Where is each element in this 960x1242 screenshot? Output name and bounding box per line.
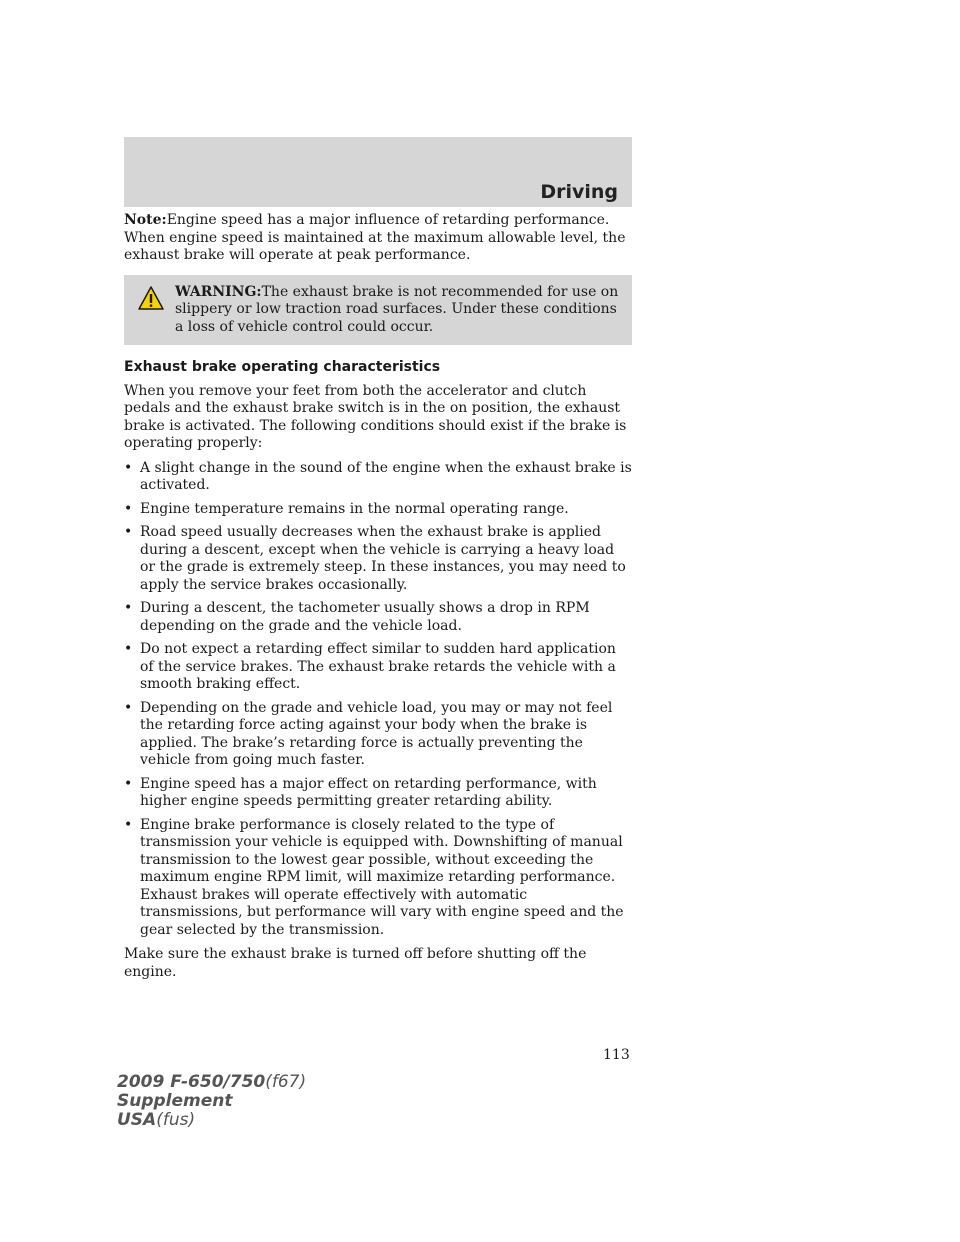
section-heading: Exhaust brake operating characteristics bbox=[124, 359, 441, 375]
warning-box bbox=[124, 275, 632, 346]
note-label: Note: bbox=[124, 212, 167, 228]
footer-market: USA bbox=[117, 1110, 157, 1130]
warning-triangle-icon bbox=[138, 286, 164, 310]
warning-label: WARNING: bbox=[175, 283, 262, 300]
conditions-list bbox=[124, 460, 632, 940]
list-item: • Depending on the grade and vehicle load, you may or may not feel the retarding force acting against your body when the brake is applied. The brake’s retarding force is actually preventing the vehicle from going much faster. bbox=[124, 700, 632, 770]
footer-model: 2009 F-650/750 bbox=[117, 1072, 266, 1092]
footer-market-line bbox=[117, 1111, 306, 1130]
warning-first-line bbox=[130, 284, 626, 302]
footer-model-code: (f67) bbox=[265, 1072, 307, 1092]
page-content bbox=[124, 212, 632, 988]
footer-market-code: (fus) bbox=[156, 1110, 196, 1130]
page-number: 113 bbox=[603, 1047, 630, 1063]
list-item: • Do not expect a retarding effect similar to sudden hard application of the service brakes. The exhaust brake retards the vehicle with a smooth braking effect. bbox=[124, 641, 632, 694]
note-paragraph bbox=[124, 212, 632, 265]
intro-paragraph: When you remove your feet from both the accelerator and clutch pedals and the exhaust brake switch is in the on position, the exhaust brake is activated. The following conditions should exist if the brake is operating properly: bbox=[124, 382, 627, 451]
section-header-band bbox=[124, 137, 632, 207]
warning-text-first: The exhaust brake is not recommended for use on bbox=[261, 283, 619, 300]
list-item: • During a descent, the tachometer usually shows a drop in RPM depending on the grade and the vehicle load. bbox=[124, 600, 632, 635]
footer-doc-type: Supplement bbox=[117, 1091, 233, 1111]
footer-model-line bbox=[117, 1073, 306, 1092]
footer-doc-type-line bbox=[117, 1092, 306, 1111]
list-item: • A slight change in the sound of the engine when the exhaust brake is activated. bbox=[124, 460, 632, 495]
closing-paragraph: Make sure the exhaust brake is turned off before shutting off the engine. bbox=[124, 946, 587, 980]
warning-text-rest-content: slippery or low traction road surfaces. Under these conditions a loss of vehicle control could occur. bbox=[175, 301, 617, 335]
list-item: • Engine brake performance is closely related to the type of transmission your vehicle is equipped with. Downshifting of manual transmission to the lowest gear possible, without exceeding the maximum engine RPM limit, will maximize retarding performance. Exhaust brakes will operate effectively with automatic transmissions, but performance will vary with engine speed and the gear selected by the transmission. bbox=[124, 817, 632, 940]
note-text: Engine speed has a major influence of retarding performance. When engine speed is maintained at the maximum allowable level, the exhaust brake will operate at peak performance. bbox=[124, 212, 626, 263]
list-item: • Engine temperature remains in the normal operating range. bbox=[124, 501, 632, 519]
document-footer bbox=[117, 1073, 306, 1130]
section-title: Driving bbox=[540, 181, 618, 203]
list-item: • Road speed usually decreases when the exhaust brake is applied during a descent, except when the vehicle is carrying a heavy load or the grade is extremely steep. In these instances, you may need to apply the service brakes occasionally. bbox=[124, 524, 632, 594]
list-item: • Engine speed has a major effect on retarding performance, with higher engine speeds permitting greater retarding ability. bbox=[124, 776, 632, 811]
warning-text-rest bbox=[130, 301, 626, 336]
